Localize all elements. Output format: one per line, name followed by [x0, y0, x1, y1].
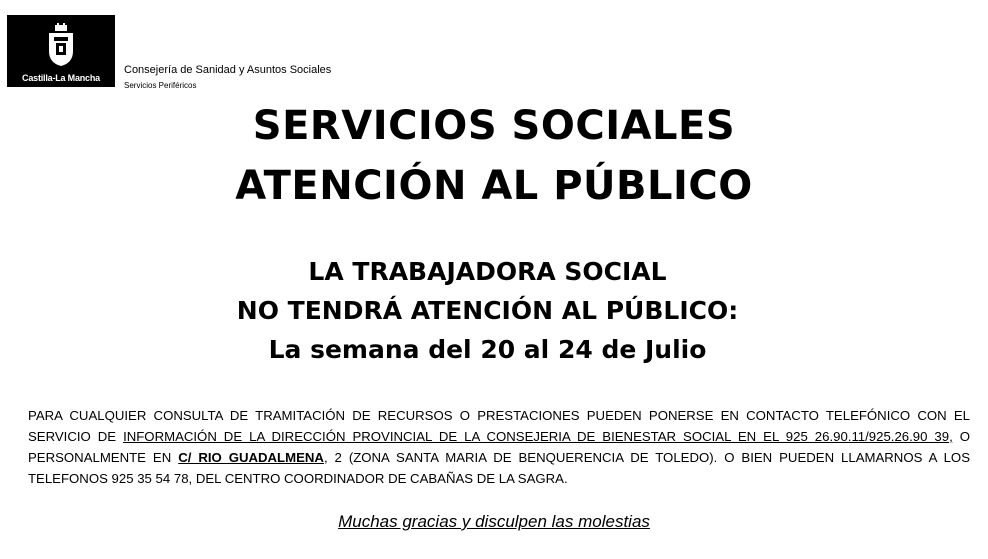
logo-text: Castilla-La Mancha: [22, 73, 100, 83]
contact-address: C/ RIO GUADALMENA: [178, 450, 324, 465]
notice-dates: La semana del 20 al 24 de Julio: [268, 335, 707, 364]
department-header: [124, 63, 331, 92]
contact-paragraph: [28, 405, 970, 489]
castilla-la-mancha-logo: [7, 15, 115, 87]
contact-alternative-phone: , 2 (ZONA SANTA MARIA DE BENQUERENCIA DE TOLEDO). O BIEN PUEDEN LLAMARNOS A LOS TELEFONOS 925 35 54 78, DEL CENTRO COORDINADOR DE CABAÑAS DE LA SAGRA.: [28, 450, 970, 486]
contact-in-person: O PERSONALMENTE EN: [28, 429, 970, 465]
contact-intro: PARA CUALQUIER CONSULTA DE TRAMITACIÓN DE RECURSOS O PRESTACIONES PUEDEN PONERSE EN CONTACTO TELEFÓNICO CON EL SERVICIO DE: [28, 408, 970, 444]
main-title-line1: SERVICIOS SOCIALES: [252, 103, 736, 149]
department-name: Consejería de Sanidad y Asuntos Sociales: [124, 64, 332, 76]
coat-of-arms-icon: [41, 23, 81, 67]
contact-service-phone: INFORMACIÓN DE LA DIRECCIÓN PROVINCIAL DE LA CONSEJERIA DE BIENESTAR SOCIAL EN EL 925 26.90.11/925.26.90 39,: [123, 429, 953, 444]
department-subtitle: Servicios Periféricos: [124, 81, 197, 90]
notice-line2: NO TENDRÁ ATENCIÓN AL PÚBLICO:: [236, 296, 739, 325]
main-title-line2: ATENCIÓN AL PÚBLICO: [235, 163, 753, 209]
thanks-message: Muchas gracias y disculpen las molestias: [338, 512, 650, 531]
notice-line1: LA TRABAJADORA SOCIAL: [308, 257, 667, 286]
